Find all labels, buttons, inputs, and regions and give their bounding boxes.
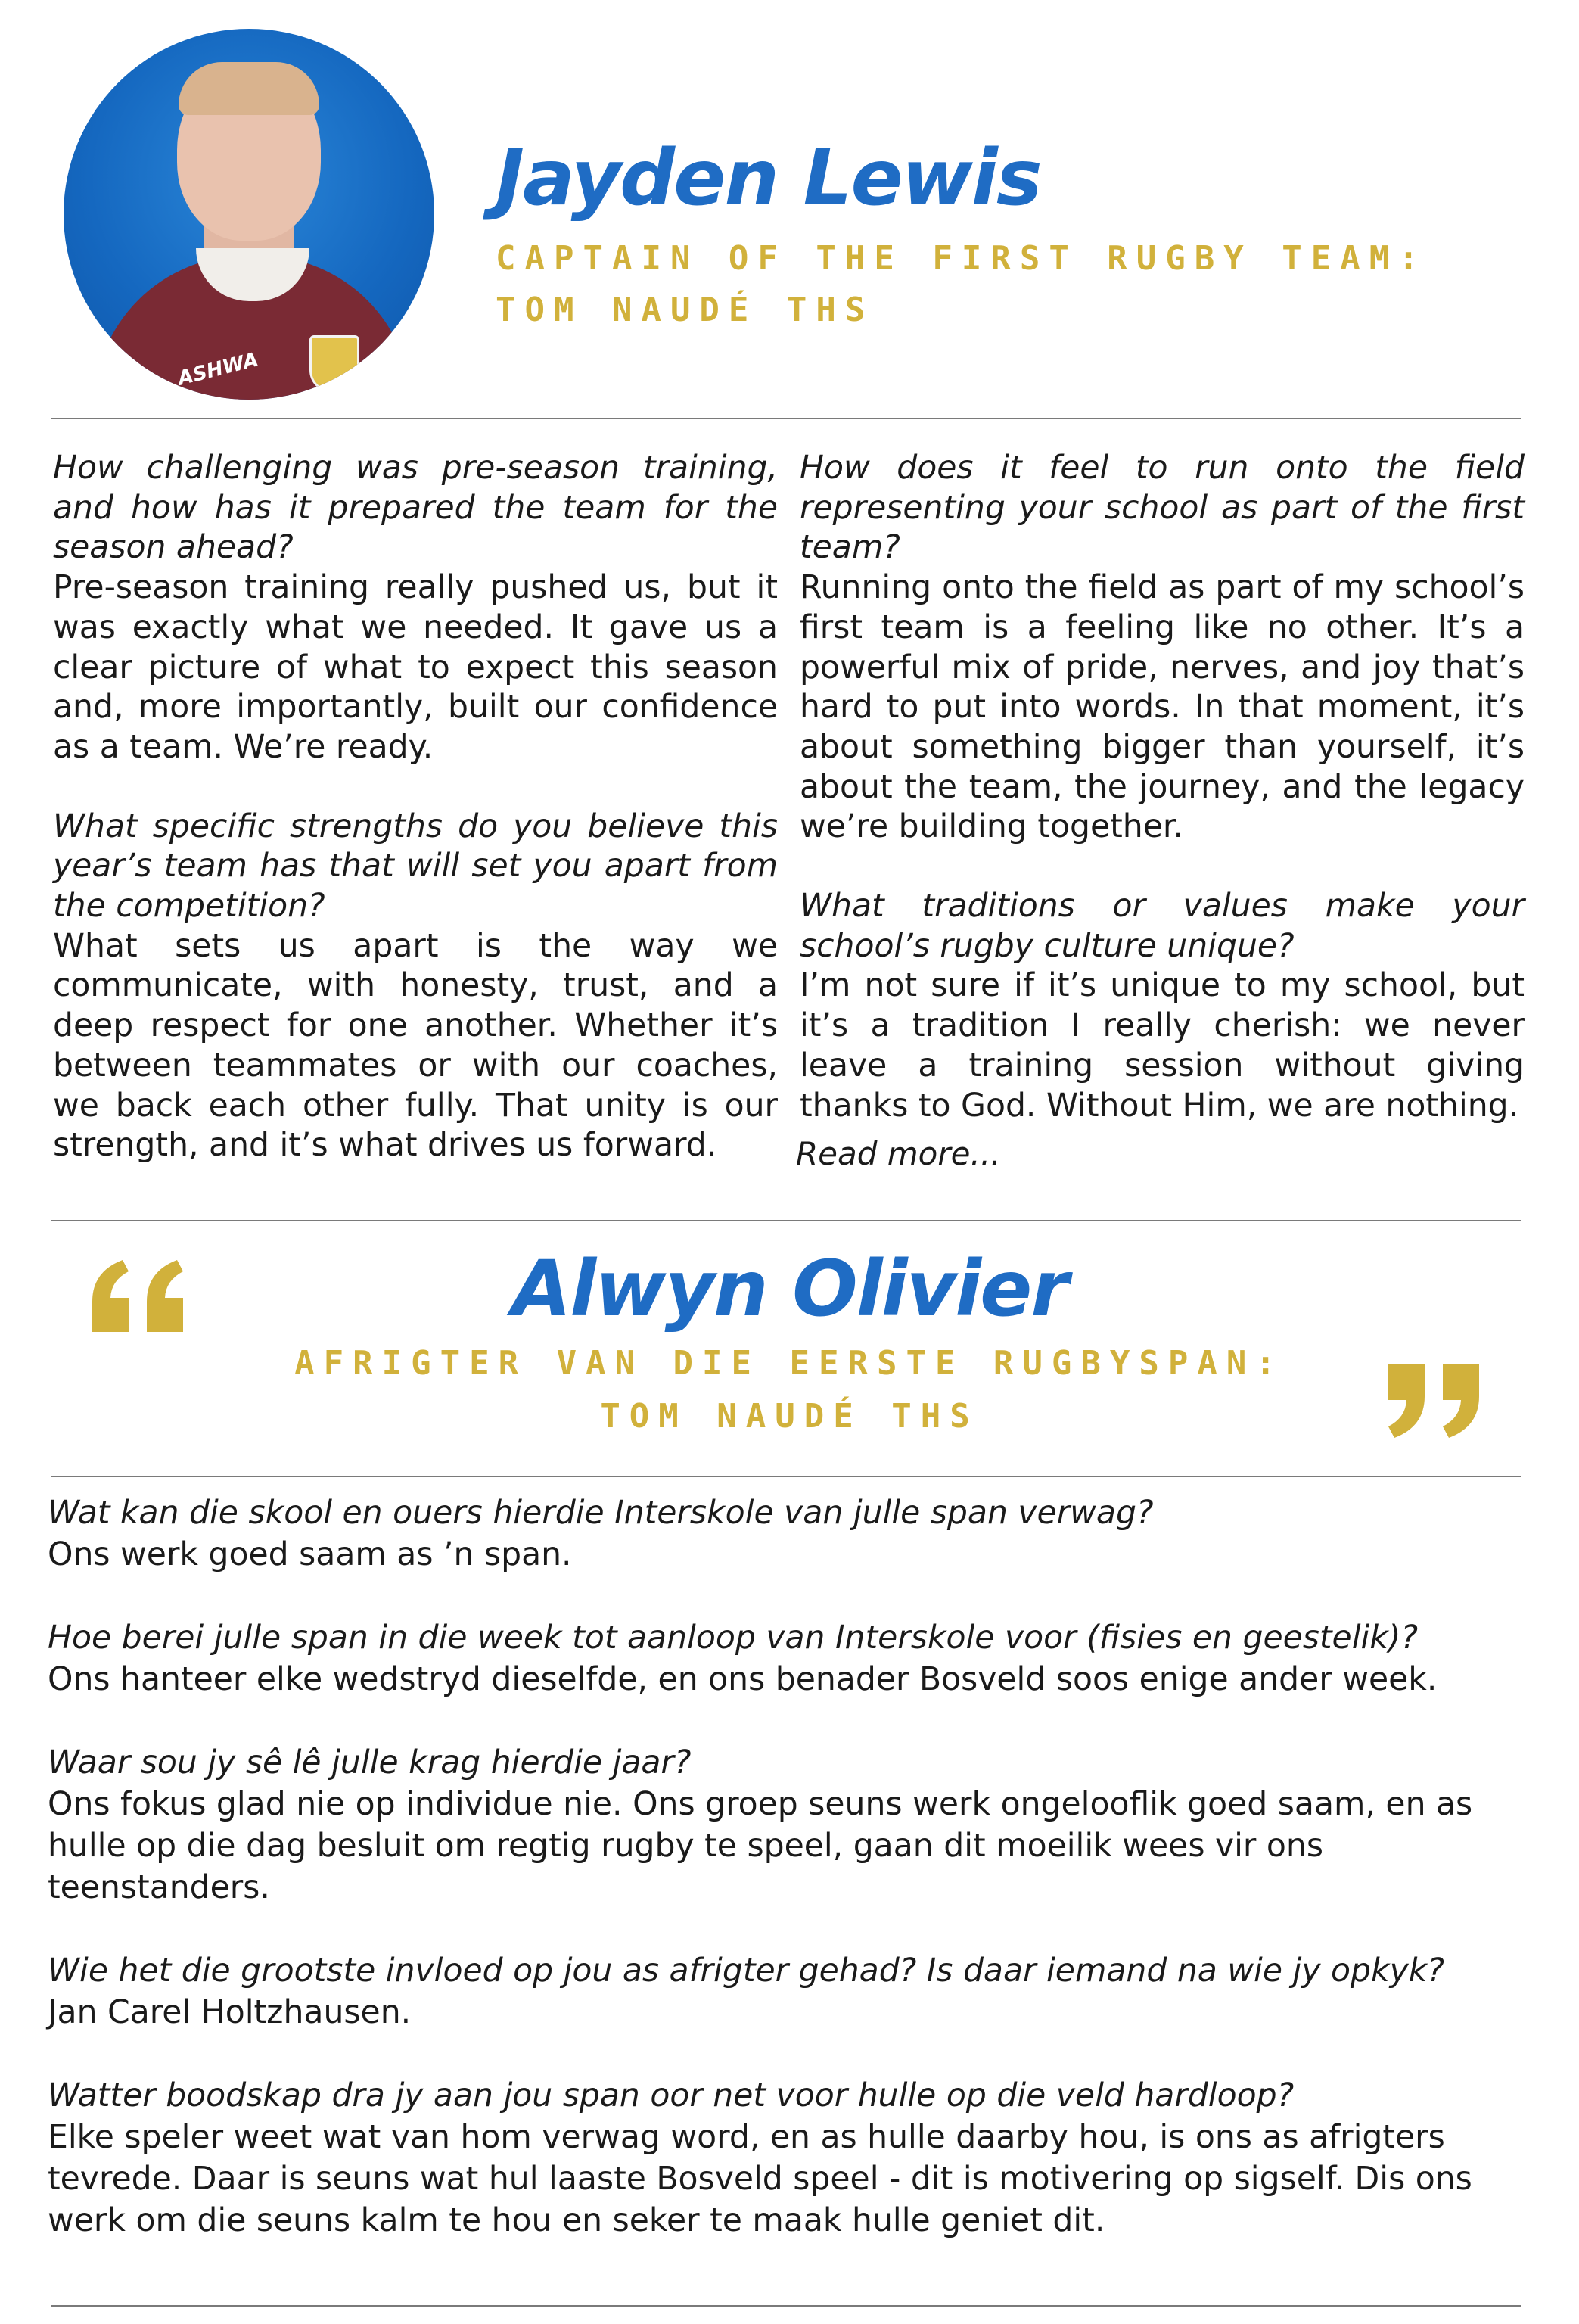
answer: I’m not sure if it’s unique to my school, but it’s a tradition I really cherish: we never leave a training session without giving thanks to God. Without Him, we are nothing. bbox=[800, 967, 1525, 1125]
player-role-line1: CAPTAIN OF THE FIRST RUGBY TEAM: bbox=[496, 239, 1428, 278]
photo-hair bbox=[179, 62, 319, 115]
answer: Elke speler weet wat van hom verwag word, en as hulle daarby hou, is ons as afrigters tevrede. Daar is seuns wat hul laaste Bosveld speel - dit is motivering op sigself. Dis ons werk om die seuns kalm te hou en seker te maak hulle geniet dit. bbox=[48, 2119, 1472, 2239]
player-name: Jayden Lewis bbox=[496, 133, 1041, 223]
question: How challenging was pre-season training, and how has it prepared the team for the season ahead? bbox=[53, 450, 778, 567]
answer: Pre-season training really pushed us, but it was exactly what we needed. It gave us a clear picture of what to expect this season and, more importantly, built our confidence as a team. We’re ready. bbox=[53, 569, 778, 766]
question: What traditions or values make your school’s rugby culture unique? bbox=[800, 888, 1525, 965]
divider bbox=[51, 1476, 1521, 1477]
player-role-line2: TOM NAUDÉ THS bbox=[496, 291, 875, 329]
coach-name: Alwyn Olivier bbox=[511, 1244, 1068, 1334]
divider bbox=[51, 1220, 1521, 1221]
answer: Running onto the field as part of my school’s first team is a feeling like no other. It’s a powerful mix of pride, nerves, and joy that’s hard to put into words. In that moment, it’s about something bigger than yourself, it’s about the team, the journey, and the legacy we’re building together. bbox=[800, 569, 1525, 846]
coach-role-line2: TOM NAUDÉ THS bbox=[600, 1397, 979, 1436]
question: Hoe berei julle span in die week tot aanloop van Interskole voor (fisies en geestelik)? bbox=[48, 1619, 1419, 1657]
answer: Ons werk goed saam as ’n span. bbox=[48, 1536, 572, 1573]
divider bbox=[51, 418, 1521, 419]
divider bbox=[51, 2305, 1521, 2307]
interview-column-right bbox=[800, 449, 1525, 1126]
question: Wie het die grootste invloed op jou as afrigter gehad? Is daar iemand na wie jy opkyk? bbox=[48, 1952, 1444, 1990]
shirt-sponsor-logo: ASHWA bbox=[176, 348, 261, 390]
interview-column-left bbox=[53, 449, 778, 1166]
answer: Ons hanteer elke wedstryd dieselfde, en ons benader Bosveld soos enige ander week. bbox=[48, 1661, 1438, 1698]
question: Waar sou jy sê lê julle krag hierdie jaar? bbox=[48, 1744, 692, 1781]
answer: What sets us apart is the way we communicate, with honesty, trust, and a deep respect for one another. Whether it’s between teammates or with our coaches, we back each other fully. That unity is our strength, and it’s what drives us forward. bbox=[53, 927, 778, 1165]
player-photo bbox=[64, 29, 434, 400]
answer: Jan Carel Holtzhausen. bbox=[48, 1994, 412, 2031]
question: What specific strengths do you believe this year’s team has that will set you apart from the competition? bbox=[53, 807, 778, 926]
question: Wat kan die skool en ouers hierdie Interskole van julle span verwag? bbox=[48, 1495, 1154, 1532]
close-quote-icon bbox=[1381, 1358, 1494, 1442]
question: Watter boodskap dra jy aan jou span oor net voor hulle op die veld hardloop? bbox=[48, 2077, 1295, 2114]
answer: Ons fokus glad nie op individue nie. Ons groep seuns werk ongelooflik goed saam, en as hulle op die dag besluit om regtig rugby te speel, gaan dit moeilik wees vir ons teenstanders. bbox=[48, 1786, 1473, 1906]
school-crest bbox=[309, 335, 359, 393]
read-more-link[interactable]: Read more... bbox=[796, 1135, 1001, 1172]
coach-interview bbox=[48, 1492, 1531, 2242]
question: How does it feel to run onto the field representing your school as part of the first team? bbox=[800, 450, 1525, 567]
coach-role-line1: AFRIGTER VAN DIE EERSTE RUGBYSPAN: bbox=[294, 1344, 1285, 1383]
